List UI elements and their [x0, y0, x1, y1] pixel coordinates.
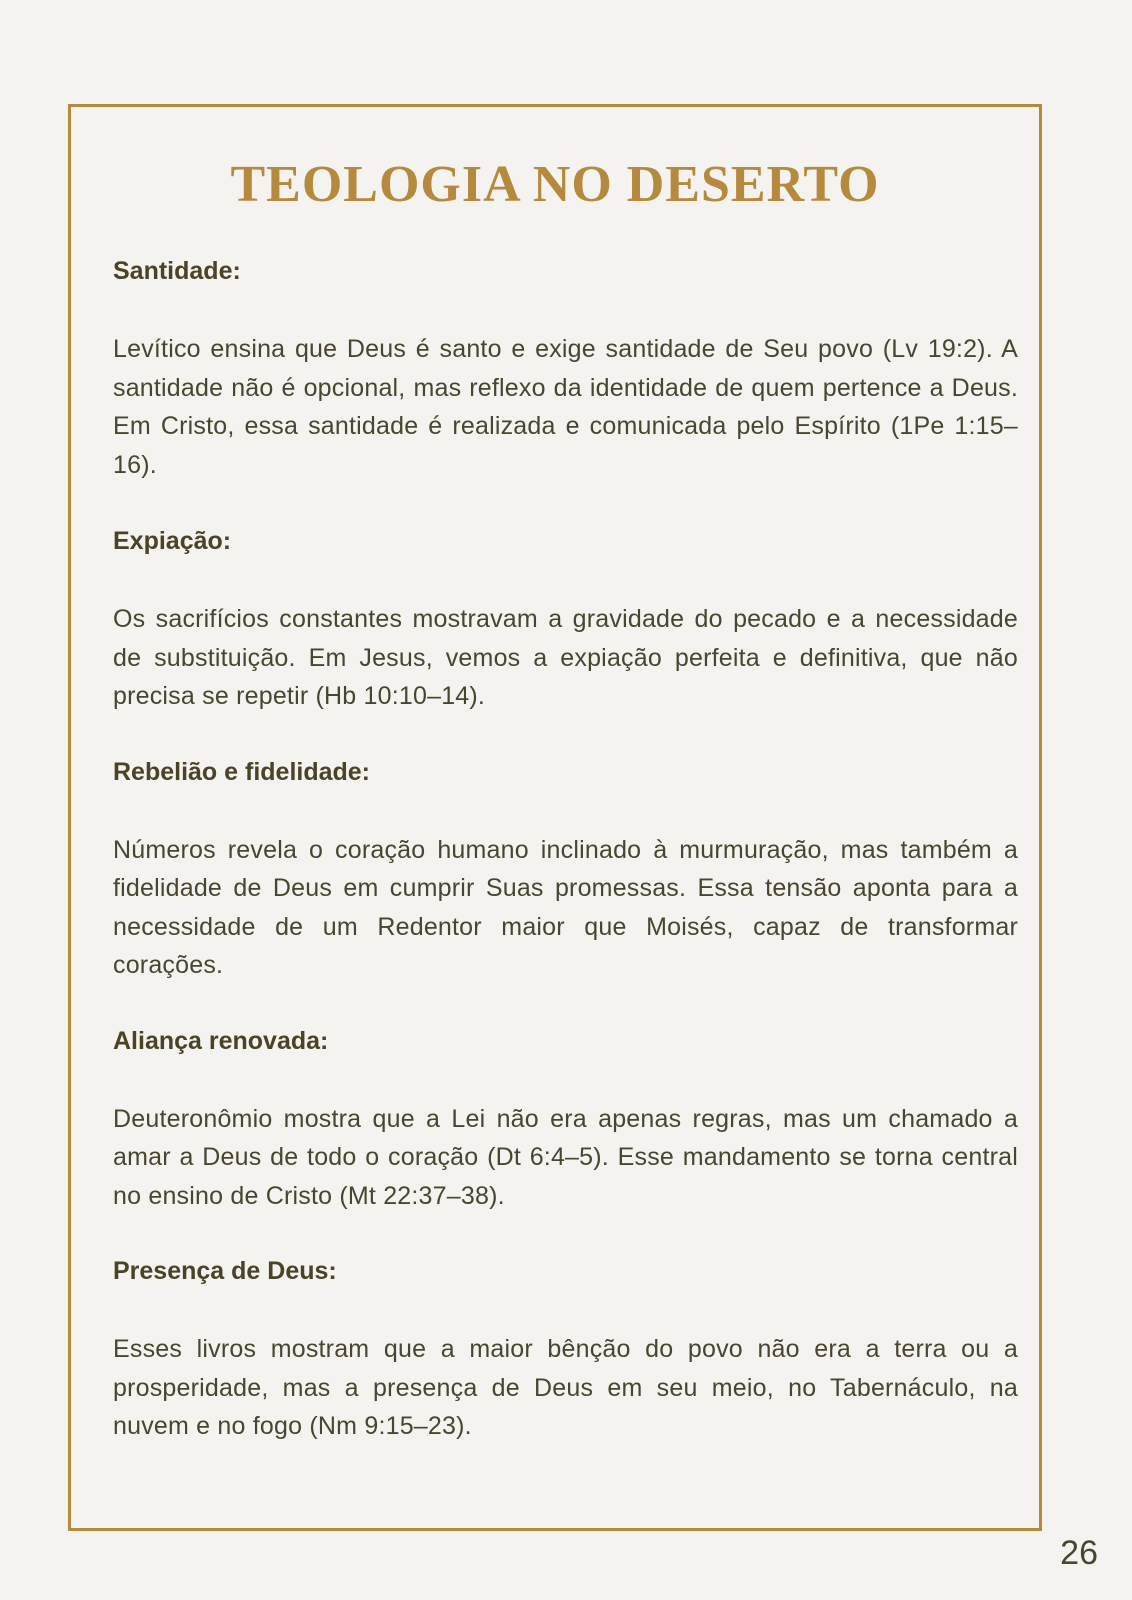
section-rebeliao-fidelidade [113, 756, 1018, 985]
section-heading: Aliança renovada: [113, 1026, 329, 1055]
content-area [113, 255, 1018, 1483]
section-santidade [113, 255, 1018, 484]
page-frame [68, 104, 1042, 1531]
section-alianca-renovada [113, 1025, 1018, 1216]
section-body: Números revela o coração humano inclinado à murmuração, mas também a fidelidade de Deus em cumprir Suas promessas. Essa tensão aponta para a necessidade de um Redentor maior que Moisés, capaz de transformar corações. [113, 835, 1018, 979]
page-number: 26 [1060, 1534, 1098, 1572]
section-body: Esses livros mostram que a maior bênção do povo não era a terra ou a prosperidade, mas a presença de Deus em seu meio, no Tabernáculo, na nuvem e no fogo (Nm 9:15–23). [113, 1335, 1018, 1440]
section-body: Levítico ensina que Deus é santo e exige santidade de Seu povo (Lv 19:2). A santidade não é opcional, mas reflexo da identidade de quem pertence a Deus. Em Cristo, essa santidade é realizada e comunicada pelo Espírito (1Pe 1:15–16). [113, 335, 1018, 479]
section-presenca-de-deus [113, 1255, 1018, 1446]
section-heading: Expiação: [113, 527, 232, 555]
section-body: Deuteronômio mostra que a Lei não era apenas regras, mas um chamado a amar a Deus de todo o coração (Dt 6:4–5). Esse mandamento se torna central no ensino de Cristo (Mt 22:37–38). [113, 1104, 1018, 1210]
section-body: Os sacrifícios constantes mostravam a gravidade do pecado e a necessidade de substituição. Em Jesus, vemos a expiação perfeita e definitiva, que não precisa se repetir (Hb 10:10–14). [113, 605, 1018, 710]
section-expiacao [113, 525, 1018, 716]
section-heading: Rebelião e fidelidade: [113, 757, 371, 786]
section-heading: Santidade: [113, 257, 241, 285]
page-title: TEOLOGIA NO DESERTO [230, 156, 880, 213]
section-heading: Presença de Deus: [113, 1257, 337, 1285]
